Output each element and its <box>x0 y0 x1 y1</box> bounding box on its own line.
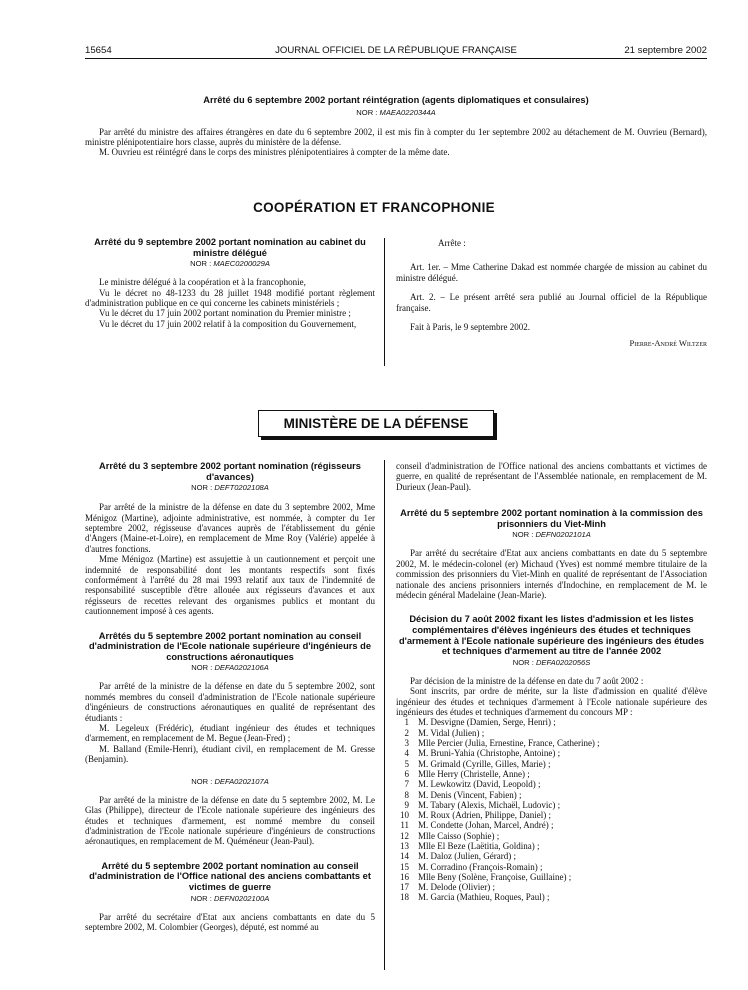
list-item <box>396 769 707 779</box>
list-item <box>396 790 707 800</box>
nor-reference: NOR : DEFA0202106A <box>191 663 269 673</box>
article-title: Arrêté du 6 septembre 2002 portant réintégration (agents diplomatiques et consulaires) <box>203 95 589 105</box>
paragraph: Par décision de la ministre de la défense en date du 7 août 2002 : <box>410 675 644 686</box>
list-item <box>396 841 707 851</box>
paragraph: M. Legeleux (Frédéric), étudiant ingénieur des études et techniques d'armement, en remplacement de M. Begue (Jean-Fred) ; <box>85 723 375 744</box>
list-item-text: Mlle El Beze (Laëtitia, Goldina) ; <box>418 841 540 851</box>
list-item <box>396 779 707 789</box>
list-item-text: M. Denis (Vincent, Fabien) ; <box>418 789 522 800</box>
paragraph: Le ministre délégué à la coopération et à la francophonie, <box>99 277 306 288</box>
paragraph: M. Balland (Emile-Henri), étudiant civil, en remplacement de M. Gresse (Benjamin). <box>85 743 375 765</box>
paragraph: Par arrêté du secrétaire d'Etat aux anciens combattants en date du 5 septembre 2002, M. Colombier (Georges), député, est nommé au <box>85 911 375 932</box>
list-item-text: M. Delode (Olivier) ; <box>418 882 495 893</box>
list-item-number: 8 <box>404 789 409 800</box>
list-item-number: 3 <box>404 738 409 749</box>
list-item-text: M. Vidal (Julien) ; <box>418 727 485 738</box>
article-reintegration <box>85 95 707 158</box>
list-item-number: 17 <box>400 882 409 893</box>
list-item-number: 7 <box>404 779 409 790</box>
list-item-text: Mlle Caisso (Sophie) ; <box>418 830 500 841</box>
article-cabinet-nomination-cont <box>396 238 707 348</box>
paragraph: Sont inscrits, par ordre de mérite, sur la liste d'admission en qualité d'élève ingénieur des études et techniques d'armement à l'Ecole nationale supérieure des ingénieurs des études et techniques d'armement du concours MP : <box>396 686 707 718</box>
issue-date: 21 septembre 2002 <box>624 45 707 56</box>
paragraph-continued: conseil d'administration de l'Office national des anciens combattants et victimes de guerre, en qualité de représentant de l'Assemblée nationale, en remplacement de M. Durieux (Jean-Paul). <box>396 461 707 492</box>
paragraph: Par arrêté de la ministre de la défense en date du 5 septembre 2002, sont nommés membres du conseil d'administration de l'Ecole nationale supérieure d'ingénieurs de constructions aéronautiques en qualité de représentant des étudiants : <box>85 681 375 723</box>
list-item-number: 15 <box>400 861 409 872</box>
list-item-number: 1 <box>404 717 409 728</box>
list-item <box>396 831 707 841</box>
page-number: 15654 <box>85 45 112 56</box>
list-item-number: 13 <box>400 841 409 851</box>
nor-reference: NOR : DEFA0202056S <box>512 657 591 667</box>
list-item-text: M. Corradino (François-Romain) ; <box>418 861 543 872</box>
list-item-text: M. Lewkowitz (David, Leopold) ; <box>418 779 541 790</box>
column-divider <box>384 460 385 970</box>
nor-reference: NOR : DEFA0202107A <box>191 776 269 786</box>
list-item <box>396 800 707 810</box>
list-item <box>396 851 707 861</box>
done-at: Fait à Paris, le 9 septembre 2002. <box>410 322 530 333</box>
list-item-number: 11 <box>400 820 409 831</box>
list-item-number: 5 <box>404 758 409 769</box>
admission-list <box>396 717 707 902</box>
list-item-text: M. Tabary (Alexis, Michaël, Ludovic) ; <box>418 799 561 810</box>
list-item-number: 18 <box>400 892 409 903</box>
list-item-number: 10 <box>400 810 409 821</box>
paragraph: Par arrêté de la ministre de la défense en date du 5 septembre 2002, M. Le Glas (Philippe), directeur de l'Ecole nationale supérieure des ingénieurs des études et techniques d'armement, est nommé membre du conseil d'administration de l'Ecole nationale supérieure d'ingénieurs de constructions aéronautiques, en remplacement de M. Quéméneur (Jean-Paul). <box>85 794 375 847</box>
list-item <box>396 728 707 738</box>
list-item <box>396 892 707 902</box>
list-item <box>396 738 707 748</box>
nor-reference: NOR : DEFT0202108A <box>191 483 269 493</box>
list-item-text: M. Condette (Johan, Marcel, André) ; <box>418 820 554 831</box>
defense-left-column <box>85 461 375 932</box>
signature: Pierre-André Wiltzer <box>629 338 707 349</box>
list-item-text: Mlle Percier (Julia, Ernestine, France, Catherine) ; <box>418 738 600 749</box>
article-2: Art. 2. – Le présent arrêté sera publié au Journal officiel de la République française. <box>396 292 707 313</box>
list-item <box>396 759 707 769</box>
article-title: Arrêtés du 5 septembre 2002 portant nomination au conseil d'administration de l'Ecole nationale supérieure d'ingénieurs de constructions aéronautiques <box>89 630 371 662</box>
article-title: Arrêté du 5 septembre 2002 portant nomination à la commission des prisonniers du Viet-Minh <box>400 508 703 529</box>
article-title: Arrêté du 3 septembre 2002 portant nomination (régisseurs d'avances) <box>99 461 361 482</box>
article-title: Arrêté du 9 septembre 2002 portant nomination au cabinet du ministre délégué <box>94 237 366 258</box>
header-rule <box>85 58 707 59</box>
nor-reference: NOR : DEFN0202100A <box>190 893 270 903</box>
list-item <box>396 810 707 820</box>
column-divider <box>384 238 385 366</box>
journal-title: JOURNAL OFFICIEL DE LA RÉPUBLIQUE FRANÇAISE <box>275 45 517 56</box>
list-item-text: Mlle Herry (Christelle, Anne) ; <box>418 768 530 779</box>
section-heading-defense: MINISTÈRE DE LA DÉFENSE <box>258 410 494 437</box>
nor-reference: NOR : DEFN0202101A <box>512 530 591 540</box>
list-item <box>396 717 707 727</box>
defense-right-column <box>396 461 707 903</box>
article-title: Décision du 7 août 2002 fixant les listes d'admission et les listes complémentaires d'élèves ingénieurs des études et techniques d'armement à l'Ecole nationale supérieure des ingénieurs des études et techniques d'armement au titre de l'année 2002 <box>398 614 705 657</box>
list-item-text: M. Grimald (Cyrille, Gilles, Marie) ; <box>418 758 551 769</box>
running-header <box>85 45 707 59</box>
paragraph: Par arrêté du secrétaire d'Etat aux anciens combattants en date du 5 septembre 2002, M. le médecin-colonel (er) Michaud (Yves) est nommé membre titulaire de la commission des prisonniers du Viet-Minh en qualité de représentant de l'Association nationale des anciens prisonniers internés d'Indochine, en remplacement de M. le médecin général Madelaine (Jean-Marie). <box>396 548 707 601</box>
list-item-number: 12 <box>400 830 409 841</box>
article-1: Art. 1er. – Mme Catherine Dakad est nommée chargée de mission au cabinet du ministre délégué. <box>396 262 707 283</box>
paragraph: Vu le décret du 17 juin 2002 relatif à la composition du Gouvernement, <box>99 318 357 329</box>
list-item-number: 2 <box>404 727 409 738</box>
list-item <box>396 820 707 830</box>
section-heading-cooperation: COOPÉRATION ET FRANCOPHONIE <box>253 200 495 215</box>
nor-reference: NOR : MAEC0200029A <box>190 259 270 269</box>
list-item-number: 14 <box>400 851 409 862</box>
list-item-text: M. Garcia (Mathieu, Roques, Paul) ; <box>418 892 550 903</box>
nor-reference: NOR : MAEA0220344A <box>356 107 436 117</box>
paragraph: Vu le décret du 17 juin 2002 portant nomination du Premier ministre ; <box>99 308 351 319</box>
list-item <box>396 882 707 892</box>
paragraph: Par arrêté du ministre des affaires étrangères en date du 6 septembre 2002, il est mis fin à compter du 1er septembre 2002 au détachement de M. Ouvrieu (Bernard), ministre plénipotentiaire hors classe, auprès du ministère de la défense. <box>85 126 707 147</box>
list-item-text: M. Roux (Adrien, Philippe, Daniel) ; <box>418 810 551 821</box>
list-item-text: M. Daloz (Julien, Gérard) ; <box>418 851 516 862</box>
list-item-number: 16 <box>400 871 409 882</box>
article-cabinet-nomination <box>85 237 375 329</box>
paragraph: Mme Ménigoz (Martine) est assujettie à un cautionnement et perçoit une indemnité de responsabilité dont les montants respectifs sont fixés conformément à l'arrêté du 28 mai 1993 relatif aux taux de l'indemnité de responsabilité susceptible d'être allouée aux régisseurs d'avances et aux régisseurs de recettes relevant des organismes publics et montant du cautionnement imposé à ces agents. <box>85 554 375 617</box>
list-item-number: 4 <box>404 748 409 759</box>
list-item-number: 6 <box>404 768 409 779</box>
article-title: Arrêté du 5 septembre 2002 portant nomination au conseil d'administration de l'Office national des anciens combattants et victimes de guerre <box>89 860 371 892</box>
paragraph: M. Ouvrieu est réintégré dans le corps des ministres plénipotentiaires à compter de la même date. <box>99 147 450 158</box>
list-item-text: M. Desvigne (Damien, Serge, Henri) ; <box>418 717 556 728</box>
list-item <box>396 748 707 758</box>
paragraph: Par arrêté de la ministre de la défense en date du 3 septembre 2002, Mme Ménigoz (Martine), adjointe administrative, est nommée, à compter du 1er septembre 2002, régisseuse d'avances auprès de l'établissement du génie d'Angers (Maine-et-Loire), en remplacement de Mme Roy (Valérie) appelée à d'autres fonctions. <box>85 502 375 554</box>
paragraph: Vu le décret no 48-1233 du 28 juillet 1948 modifié portant règlement d'administration publique en ce qui concerne les cabinets ministériels ; <box>85 287 375 308</box>
list-item <box>396 862 707 872</box>
list-item <box>396 872 707 882</box>
list-item-text: Mlle Beny (Solène, Françoise, Guillaine) ; <box>418 871 572 882</box>
list-item-number: 9 <box>404 799 409 810</box>
arrete-label: Arrête : <box>438 238 466 248</box>
list-item-text: M. Bruni-Yahia (Christophe, Antoine) ; <box>418 748 561 759</box>
